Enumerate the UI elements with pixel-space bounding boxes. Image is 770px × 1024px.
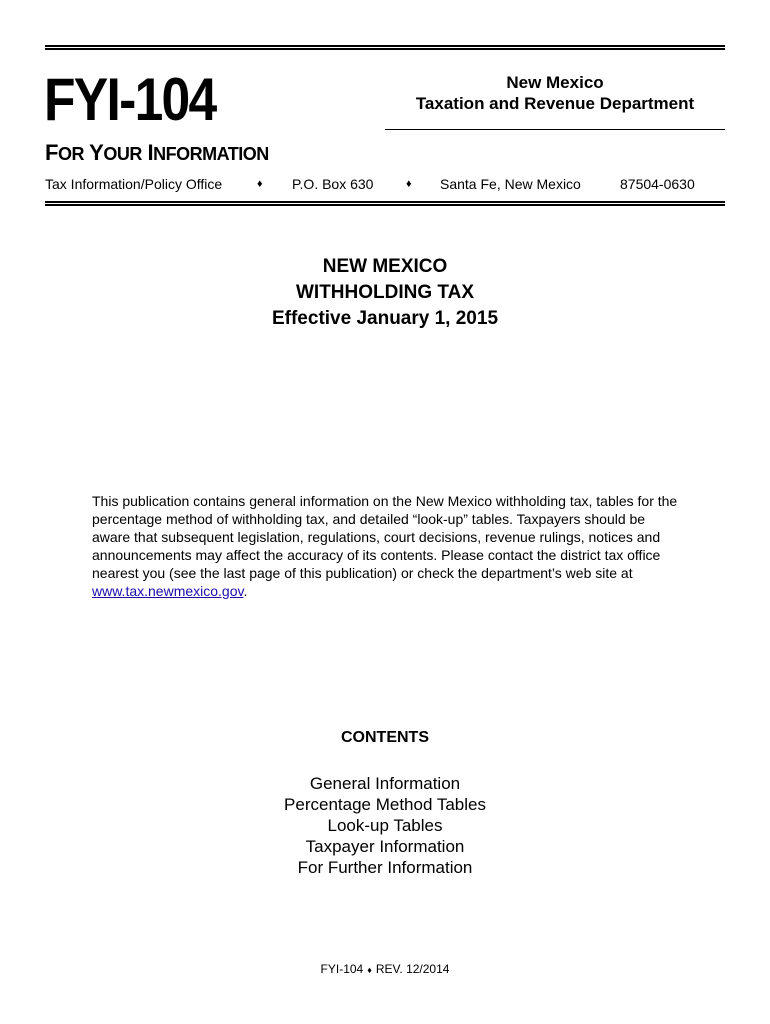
diamond-separator: ♦ xyxy=(367,965,372,975)
intro-text: This publication contains general information on the New Mexico withholding tax, tables for the percentage method of withholding tax, and detailed “look-up” tables. Taxpayers should be aware that subsequent legislation, regulations, court decisions, revenue rulings, notices and announcements may affect the accuracy of its contents. Please contact the district tax office nearest you (see the last page of this publication) or check the department’s web site at xyxy=(92,493,678,581)
intro-paragraph xyxy=(92,492,682,600)
office-address-line xyxy=(45,175,725,193)
top-double-rule xyxy=(45,45,725,50)
po-box: P.O. Box 630 xyxy=(292,176,374,192)
title-line-subject: WITHHOLDING TAX xyxy=(295,282,474,303)
fyi-initial-f: F xyxy=(45,140,58,165)
title-line-effective-date: Effective January 1, 2015 xyxy=(271,308,499,329)
agency-state: New Mexico xyxy=(506,73,604,92)
fyi-smallcaps-or: OR xyxy=(57,144,84,164)
form-number: FYI-104 xyxy=(44,66,216,133)
office-zip: 87504-0630 xyxy=(620,176,695,192)
contents-heading: CONTENTS xyxy=(341,729,429,746)
contents-item: Look-up Tables xyxy=(327,816,443,835)
page-footer xyxy=(0,961,770,978)
diamond-separator: ♦ xyxy=(257,178,263,190)
contents-item: Percentage Method Tables xyxy=(284,795,486,814)
website-link[interactable]: www.tax.newmexico.gov xyxy=(92,583,244,599)
for-your-information-heading xyxy=(45,142,269,164)
fyi-initial-y: Y xyxy=(89,140,104,165)
footer-revision: REV. 12/2014 xyxy=(375,962,450,976)
fyi-smallcaps-nformation: NFORMATION xyxy=(153,144,269,164)
office-city: Santa Fe, New Mexico xyxy=(440,176,581,192)
header-bottom-double-rule xyxy=(45,201,725,206)
intro-period: . xyxy=(243,583,248,599)
diamond-separator: ♦ xyxy=(406,178,412,190)
document-title xyxy=(0,254,770,332)
agency-underline xyxy=(385,129,725,130)
contents-item: For Further Information xyxy=(297,858,473,877)
agency-name xyxy=(385,72,725,114)
title-line-state: NEW MEXICO xyxy=(322,256,448,277)
fyi-initial-i: I xyxy=(147,140,154,165)
office-name: Tax Information/Policy Office xyxy=(45,176,223,192)
footer-form-number: FYI-104 xyxy=(320,962,364,976)
contents-list xyxy=(0,773,770,878)
contents-item: Taxpayer Information xyxy=(305,837,465,856)
contents-item: General Information xyxy=(309,774,461,793)
fyi-smallcaps-our: OUR xyxy=(103,144,142,164)
agency-department: Taxation and Revenue Department xyxy=(415,94,695,113)
